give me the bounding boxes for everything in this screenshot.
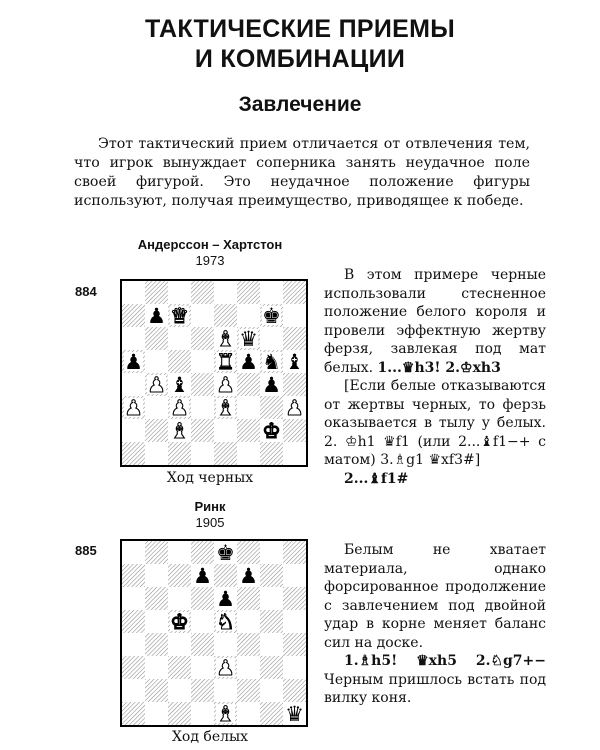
white-queen-icon: ♛ [170,304,189,328]
board-square [283,419,306,442]
diagram-885-players: Ринк [194,499,226,514]
board-square [260,281,283,304]
board-square [191,350,214,373]
board-grid [122,281,306,465]
board-square [214,633,237,656]
board-square [283,541,306,564]
black-bishop-icon: ♝ [170,373,189,397]
board-square [168,327,191,350]
diagram-885-commentary [324,541,546,708]
board-square [191,702,214,725]
board-square [214,419,237,442]
board-square [191,281,214,304]
board-square [122,587,145,610]
commentary-paragraph [324,541,546,652]
white-king-icon: ♚ [170,610,189,634]
board-square [260,679,283,702]
white-pawn-icon: ♟ [216,373,235,397]
board-square [283,304,306,327]
chessboard-884 [120,279,308,467]
board-square [122,633,145,656]
board-square [260,564,283,587]
commentary-paragraph [324,266,546,377]
white-pawn-icon: ♟ [124,396,143,420]
board-square [283,587,306,610]
board-square [122,656,145,679]
board-square [214,281,237,304]
commentary-paragraph [324,652,546,708]
board-square [260,541,283,564]
board-square [237,396,260,419]
board-square [214,564,237,587]
board-square [191,419,214,442]
board-square [168,702,191,725]
board-square [122,541,145,564]
board-square [191,587,214,610]
board-square [145,702,168,725]
board-square [237,281,260,304]
board-square [122,564,145,587]
black-pawn-icon: ♟ [262,373,281,397]
board-square [145,610,168,633]
board-square [237,442,260,465]
board-square [191,679,214,702]
board-square [214,679,237,702]
board-square [122,281,145,304]
board-square [191,373,214,396]
white-pawn-icon: ♟ [170,396,189,420]
board-square [191,442,214,465]
board-square [122,442,145,465]
board-square [237,304,260,327]
board-square [145,327,168,350]
white-pawn-icon: ♟ [216,656,235,680]
board-square [260,587,283,610]
board-square [191,327,214,350]
black-pawn-icon: ♟ [239,350,258,374]
commentary-text: [Если белые отказываются от жертвы черных, то ферзь оказывается в тылу у белых. 2. ♔h1 ♛f1 (или 2...♝f1−+ с матом) 3.♗g1 ♛xf3#] [324,378,546,468]
chapter-title-line-1: ТАКТИЧЕСКИЕ ПРИЕМЫ [144,15,455,43]
board-square [260,396,283,419]
board-square [168,656,191,679]
black-queen-icon: ♛ [285,702,304,725]
diagram-885-year: 1905 [195,515,225,530]
board-square [145,587,168,610]
board-square [214,442,237,465]
move-notation: 1.♗h5! ♛xh5 2.♘g7+− [344,653,546,669]
black-knight-icon: ♞ [262,350,281,374]
board-square [283,373,306,396]
move-notation: 1...♛h3! 2.♔xh3 [377,359,501,376]
commentary-text: В этом примере черные использовали стесненное положение белого короля и провели эффектную жертву ферзя, завлекая под мат белых. [324,267,546,376]
chessboard-885 [120,539,308,727]
board-square [237,541,260,564]
board-square [191,656,214,679]
board-square [145,679,168,702]
board-square [237,373,260,396]
board-square [260,633,283,656]
board-square [237,587,260,610]
white-king-icon: ♚ [262,419,281,443]
board-square [237,419,260,442]
chapter-title [0,14,600,74]
commentary-paragraph [324,470,546,489]
board-square [237,656,260,679]
white-pawn-icon: ♟ [147,373,166,397]
board-square [191,633,214,656]
board-square [168,281,191,304]
diagram-884-players: Андерссон – Хартстон [137,237,283,252]
section-title: Завлечение [238,93,362,116]
board-square [145,281,168,304]
board-square [145,396,168,419]
black-queen-icon: ♛ [239,327,258,351]
board-grid [122,541,306,725]
board-square [145,419,168,442]
black-king-icon: ♚ [216,541,235,565]
move-notation: 2...♝f1# [344,470,409,487]
diagram-885-to-move: Ход белых [171,729,249,745]
board-square [214,304,237,327]
black-pawn-icon: ♟ [216,587,235,611]
board-square [283,633,306,656]
chapter-title-line-2: И КОМБИНАЦИИ [194,45,406,73]
board-square [168,564,191,587]
white-bishop-icon: ♝ [216,396,235,420]
board-square [122,610,145,633]
board-square [122,327,145,350]
white-bishop-icon: ♝ [170,419,189,443]
board-square [145,442,168,465]
black-king-icon: ♚ [262,304,281,328]
board-square [237,610,260,633]
board-square [145,541,168,564]
black-pawn-icon: ♟ [193,564,212,588]
board-square [122,679,145,702]
board-square [191,304,214,327]
board-square [168,541,191,564]
board-square [168,679,191,702]
black-pawn-icon: ♟ [239,564,258,588]
white-rook-icon: ♜ [216,350,235,374]
board-square [260,442,283,465]
commentary-paragraph [324,377,546,470]
board-square [145,350,168,373]
board-square [168,442,191,465]
board-square [283,656,306,679]
board-square [122,304,145,327]
board-square [283,564,306,587]
board-square [168,350,191,373]
board-square [122,373,145,396]
board-square [191,610,214,633]
black-bishop-icon: ♝ [285,350,304,374]
board-square [237,679,260,702]
board-square [168,633,191,656]
board-square [237,702,260,725]
black-pawn-icon: ♟ [124,350,143,374]
board-square [283,442,306,465]
commentary-text: Белым не хватает материала, однако форсированное продолжение с завлечением под двойной удар в корне меняет баланс сил на доске. [324,542,546,651]
board-square [260,702,283,725]
board-square [260,327,283,350]
board-square [283,327,306,350]
board-square [283,281,306,304]
board-square [260,610,283,633]
board-square [145,656,168,679]
commentary-text: Черным пришлось встать под вилку коня. [324,671,546,706]
diagram-884-commentary [324,266,546,488]
white-bishop-icon: ♝ [216,702,235,725]
board-square [191,541,214,564]
board-square [122,419,145,442]
diagram-884-number: 884 [75,284,97,299]
diagram-884-year: 1973 [195,253,225,268]
board-square [122,702,145,725]
board-square [145,633,168,656]
white-pawn-icon: ♟ [285,396,304,420]
intro-paragraph: Этот тактический прием отличается от отвлечения тем, что игрок вынуждает соперника занять неудачное поле своей фигурой. Это неудачное положение фигуры используют, получая преимущество, приводящее к победе. [74,136,530,209]
diagram-885-number: 885 [75,543,97,558]
white-bishop-icon: ♝ [216,327,235,351]
diagram-884-to-move: Ход черных [166,470,254,486]
board-square [145,564,168,587]
board-square [168,587,191,610]
board-square [283,610,306,633]
board-square [283,679,306,702]
black-pawn-icon: ♟ [147,304,166,328]
board-square [260,656,283,679]
board-square [237,633,260,656]
white-knight-icon: ♞ [216,610,235,634]
board-square [191,396,214,419]
